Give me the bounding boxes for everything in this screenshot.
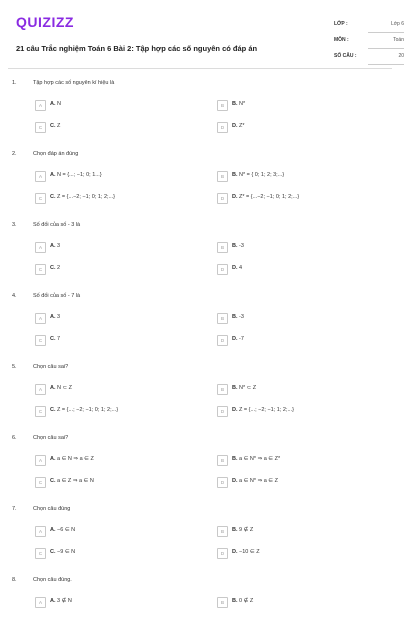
answer-option-d[interactable] xyxy=(217,193,377,203)
question-number: 6. xyxy=(12,435,17,441)
question-number: 2. xyxy=(12,151,17,157)
header-divider xyxy=(8,68,392,69)
answer-option-b[interactable] xyxy=(217,100,377,110)
option-value: Z = {...; −2; −1; 0; 1; 2;...} xyxy=(57,407,119,413)
option-text xyxy=(232,123,245,129)
option-prefix: C. xyxy=(50,549,56,555)
option-letter-box: A xyxy=(35,597,46,608)
question-number: 7. xyxy=(12,506,17,512)
option-text xyxy=(232,336,244,342)
option-letter-box: B xyxy=(217,597,228,608)
option-text xyxy=(232,478,278,484)
question-number: 5. xyxy=(12,364,17,370)
meta-label: LỚP : xyxy=(334,21,348,27)
meta-value: 20 xyxy=(398,53,404,59)
option-value: 7 xyxy=(57,336,61,342)
option-text xyxy=(232,549,260,555)
answer-option-c[interactable] xyxy=(35,335,195,345)
option-letter-box: B xyxy=(217,384,228,395)
option-text xyxy=(50,172,102,178)
option-prefix: C. xyxy=(50,336,56,342)
option-text xyxy=(50,407,118,413)
answer-option-a[interactable] xyxy=(35,526,195,536)
answer-option-b[interactable] xyxy=(217,242,377,252)
answer-option-b[interactable] xyxy=(217,313,377,323)
meta-label: MÔN : xyxy=(334,37,349,43)
option-prefix: A. xyxy=(50,243,56,249)
option-value: -3 xyxy=(239,314,244,320)
option-text xyxy=(232,407,294,413)
option-prefix: B. xyxy=(232,385,238,391)
option-value: a ∈ N* ⇒ a ∈ Z* xyxy=(239,456,281,462)
option-prefix: C. xyxy=(50,407,56,413)
option-prefix: D. xyxy=(232,194,238,200)
option-text xyxy=(50,101,61,107)
option-text xyxy=(50,123,60,129)
option-text xyxy=(50,478,94,484)
question-text: Tập hợp các số nguyên kí hiệu là xyxy=(33,80,115,86)
option-letter-box: A xyxy=(35,171,46,182)
option-text xyxy=(50,336,60,342)
question-item xyxy=(0,425,400,496)
option-letter-box: A xyxy=(35,526,46,537)
question-list xyxy=(0,70,400,638)
option-value: N = {...; −1; 0; 1...} xyxy=(57,172,102,178)
meta-info xyxy=(334,18,404,66)
meta-label: SỐ CÂU : xyxy=(334,53,357,59)
option-text xyxy=(232,385,256,391)
option-letter-box: D xyxy=(217,122,228,133)
option-value: Z = {...; −2; −1; 1; 2;...} xyxy=(239,407,294,413)
option-letter-box: D xyxy=(217,335,228,346)
option-prefix: D. xyxy=(232,478,238,484)
question-item xyxy=(0,212,400,283)
answer-option-d[interactable] xyxy=(217,122,377,132)
answer-option-c[interactable] xyxy=(35,548,195,558)
option-value: Z xyxy=(57,123,61,129)
option-prefix: A. xyxy=(50,598,56,604)
answer-option-a[interactable] xyxy=(35,455,195,465)
option-prefix: D. xyxy=(232,549,238,555)
option-value: Z = {...−2; −1; 0; 1; 2;...} xyxy=(57,194,115,200)
answer-option-c[interactable] xyxy=(35,122,195,132)
answer-option-a[interactable] xyxy=(35,100,195,110)
question-item xyxy=(0,567,400,638)
answer-option-d[interactable] xyxy=(217,548,377,558)
answer-option-b[interactable] xyxy=(217,384,377,394)
option-prefix: B. xyxy=(232,172,238,178)
answer-option-c[interactable] xyxy=(35,193,195,203)
quizizz-logo: QUIZIZZ xyxy=(16,14,74,30)
option-letter-box: A xyxy=(35,100,46,111)
answer-option-a[interactable] xyxy=(35,384,195,394)
option-prefix: D. xyxy=(232,123,238,129)
option-text xyxy=(50,385,72,391)
question-text: Chọn đáp án đúng xyxy=(33,151,79,157)
option-prefix: A. xyxy=(50,385,56,391)
option-letter-box: D xyxy=(217,264,228,275)
question-text: Chọn câu đúng. xyxy=(33,577,72,583)
option-text xyxy=(50,194,115,200)
option-prefix: D. xyxy=(232,336,238,342)
option-text xyxy=(232,172,284,178)
option-prefix: A. xyxy=(50,456,56,462)
option-text xyxy=(50,314,60,320)
option-text xyxy=(232,243,244,249)
option-letter-box: D xyxy=(217,548,228,559)
option-letter-box: B xyxy=(217,171,228,182)
answer-option-c[interactable] xyxy=(35,406,195,416)
question-text: Chọn câu đúng xyxy=(33,506,71,512)
option-value: Z* = {...−2; −1; 0; 1; 2;...} xyxy=(239,194,300,200)
option-letter-box: A xyxy=(35,384,46,395)
option-value: 4 xyxy=(239,265,243,271)
option-text xyxy=(50,549,75,555)
question-item xyxy=(0,141,400,212)
document-title: 21 câu Trắc nghiệm Toán 6 Bài 2: Tập hợp các số nguyên có đáp án xyxy=(16,44,258,53)
option-value: −10 ∈ Z xyxy=(239,549,260,555)
option-value: N xyxy=(57,101,62,107)
option-letter-box: C xyxy=(35,335,46,346)
answer-option-d[interactable] xyxy=(217,264,377,274)
question-number: 8. xyxy=(12,577,17,583)
option-letter-box: C xyxy=(35,477,46,488)
meta-value: Lớp 6 xyxy=(390,21,404,27)
option-letter-box: C xyxy=(35,264,46,275)
question-number: 3. xyxy=(12,222,17,228)
option-prefix: A. xyxy=(50,527,56,533)
option-value: N* = { 0; 1; 2; 3;...} xyxy=(239,172,285,178)
answer-option-c[interactable] xyxy=(35,264,195,274)
option-text xyxy=(232,527,253,533)
option-text xyxy=(232,101,245,107)
answer-option-d[interactable] xyxy=(217,406,377,416)
answer-option-a[interactable] xyxy=(35,313,195,323)
option-prefix: D. xyxy=(232,407,238,413)
option-value: -7 xyxy=(239,336,244,342)
question-number: 1. xyxy=(12,80,17,86)
option-value: −6 ∈ N xyxy=(57,527,76,533)
option-prefix: B. xyxy=(232,243,238,249)
option-value: 2 xyxy=(57,265,61,271)
question-item xyxy=(0,496,400,567)
answer-option-d[interactable] xyxy=(217,477,377,487)
option-letter-box: D xyxy=(217,193,228,204)
option-prefix: B. xyxy=(232,598,238,604)
option-letter-box: B xyxy=(217,313,228,324)
option-text xyxy=(50,456,94,462)
option-text xyxy=(232,314,244,320)
meta-row-class xyxy=(334,18,404,34)
option-value: 0 ∉ Z xyxy=(239,598,254,604)
option-value: 3 xyxy=(57,314,61,320)
option-letter-box: C xyxy=(35,548,46,559)
option-letter-box: B xyxy=(217,242,228,253)
option-prefix: D. xyxy=(232,265,238,271)
meta-row-count xyxy=(334,50,404,66)
option-prefix: B. xyxy=(232,456,238,462)
option-prefix: C. xyxy=(50,194,56,200)
question-text: Chọn câu sai? xyxy=(33,435,69,441)
answer-option-b[interactable] xyxy=(217,171,377,181)
answer-option-a[interactable] xyxy=(35,597,195,607)
option-value: N* xyxy=(239,101,246,107)
option-letter-box: A xyxy=(35,455,46,466)
option-letter-box: D xyxy=(217,477,228,488)
question-text: Số đối của số - 3 là xyxy=(33,222,81,228)
option-letter-box: A xyxy=(35,242,46,253)
question-item xyxy=(0,70,400,141)
option-letter-box: C xyxy=(35,193,46,204)
option-text xyxy=(232,194,299,200)
option-text xyxy=(50,265,60,271)
option-letter-box: B xyxy=(217,100,228,111)
option-value: a ∈ N ⇒ a ∈ Z xyxy=(57,456,94,462)
option-letter-box: A xyxy=(35,313,46,324)
option-prefix: A. xyxy=(50,314,56,320)
meta-underline xyxy=(368,48,404,49)
option-prefix: C. xyxy=(50,478,56,484)
option-value: N ⊂ Z xyxy=(57,385,73,391)
option-text xyxy=(232,598,253,604)
answer-option-a[interactable] xyxy=(35,171,195,181)
answer-option-a[interactable] xyxy=(35,242,195,252)
meta-underline xyxy=(368,64,404,65)
option-letter-box: B xyxy=(217,526,228,537)
option-text xyxy=(50,527,75,533)
option-value: N* ⊂ Z xyxy=(239,385,257,391)
meta-underline xyxy=(368,32,404,33)
option-letter-box: C xyxy=(35,406,46,417)
option-letter-box: C xyxy=(35,122,46,133)
meta-row-subject xyxy=(334,34,404,50)
option-text xyxy=(50,598,72,604)
header xyxy=(16,12,404,68)
option-prefix: C. xyxy=(50,123,56,129)
answer-option-b[interactable] xyxy=(217,597,377,607)
option-text xyxy=(232,265,242,271)
option-letter-box: B xyxy=(217,455,228,466)
option-prefix: A. xyxy=(50,172,56,178)
option-letter-box: D xyxy=(217,406,228,417)
question-item xyxy=(0,283,400,354)
option-value: Z* xyxy=(239,123,245,129)
option-value: a ∈ Z ⇒ a ∈ N xyxy=(57,478,94,484)
option-value: 3 ∉ N xyxy=(57,598,72,604)
option-value: -3 xyxy=(239,243,244,249)
answer-option-b[interactable] xyxy=(217,526,377,536)
meta-value: Toán xyxy=(393,37,404,43)
option-prefix: A. xyxy=(50,101,56,107)
option-prefix: B. xyxy=(232,314,238,320)
question-text: Số đối của số - 7 là xyxy=(33,293,81,299)
option-prefix: C. xyxy=(50,265,56,271)
question-text: Chọn câu sai? xyxy=(33,364,69,370)
answer-option-d[interactable] xyxy=(217,335,377,345)
option-prefix: B. xyxy=(232,101,238,107)
answer-option-c[interactable] xyxy=(35,477,195,487)
question-number: 4. xyxy=(12,293,17,299)
answer-option-b[interactable] xyxy=(217,455,377,465)
option-text xyxy=(232,456,280,462)
option-prefix: B. xyxy=(232,527,238,533)
option-value: a ∈ N* ⇒ a ∈ Z xyxy=(239,478,278,484)
option-value: 9 ∉ Z xyxy=(239,527,254,533)
question-item xyxy=(0,354,400,425)
option-value: 3 xyxy=(57,243,61,249)
option-text xyxy=(50,243,60,249)
option-value: −9 ∈ N xyxy=(57,549,76,555)
